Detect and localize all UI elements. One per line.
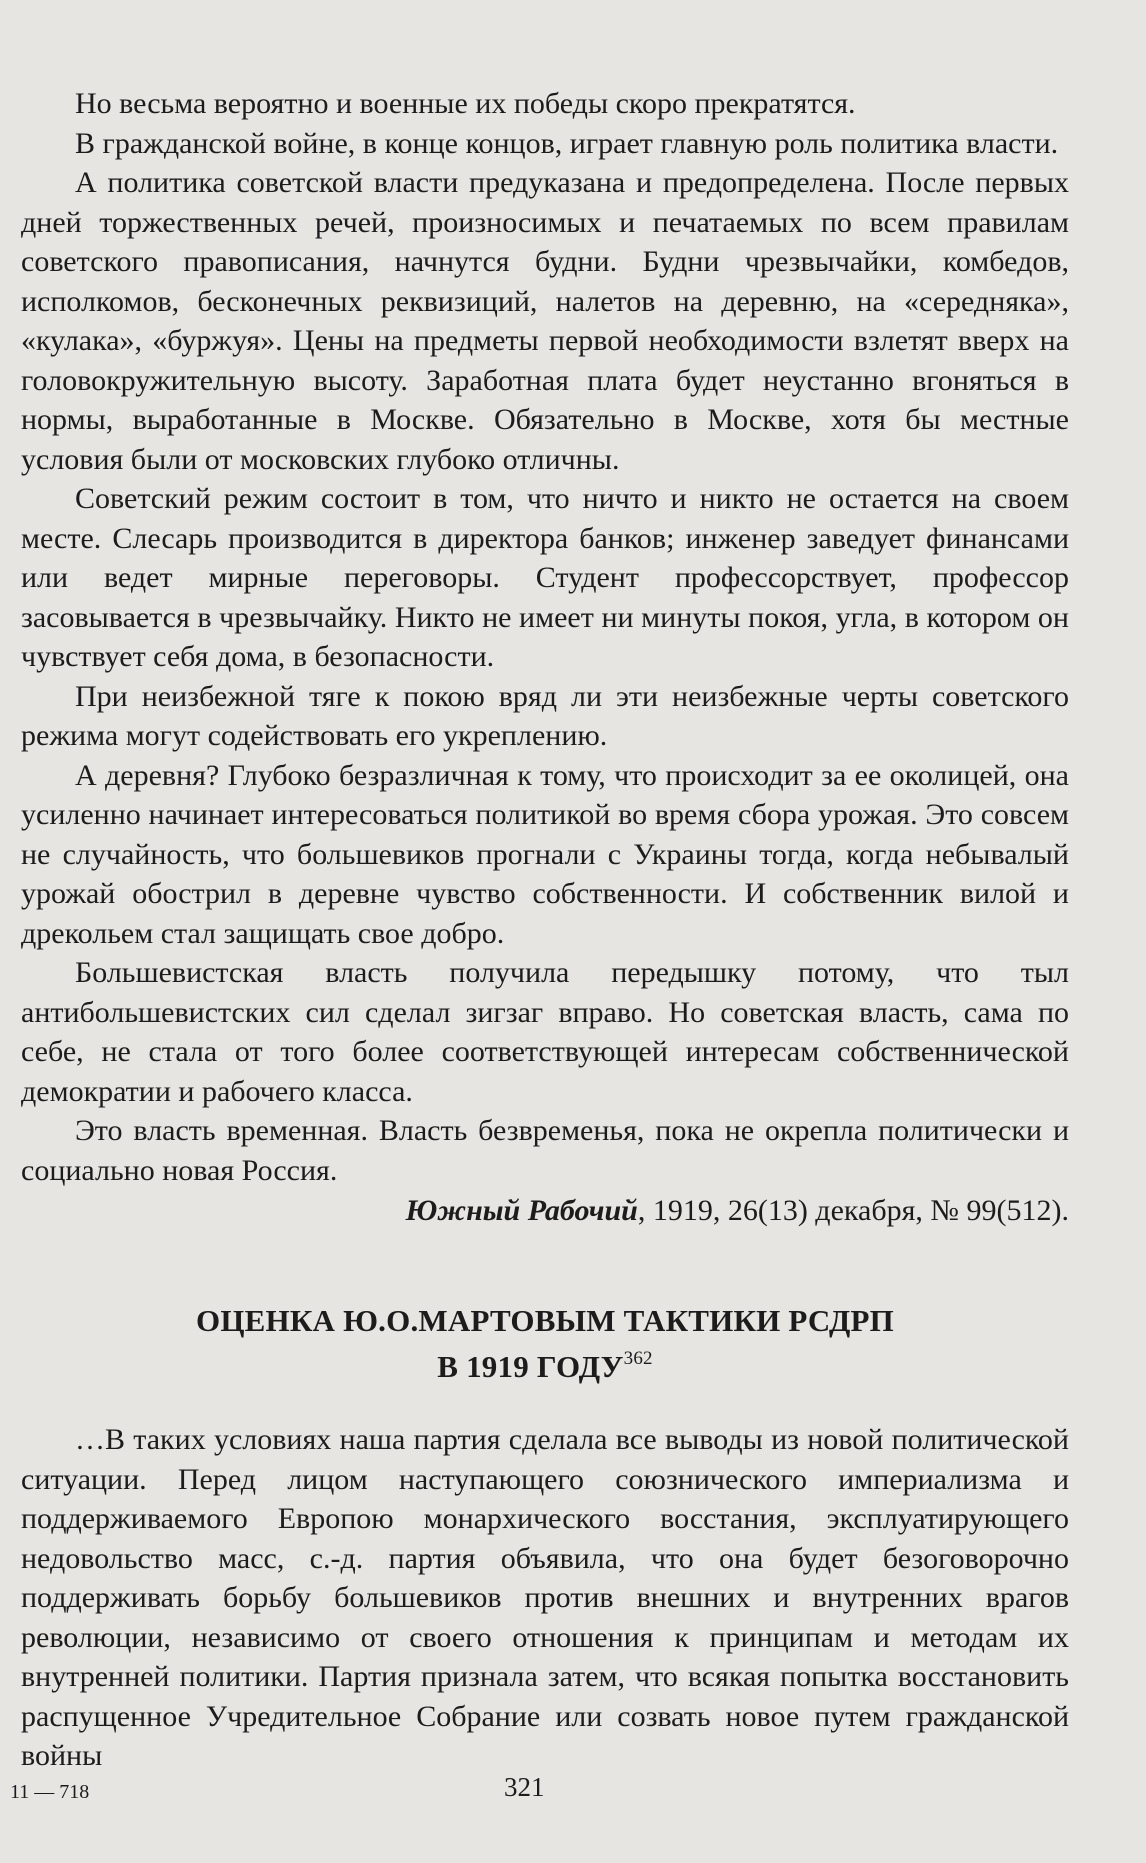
paragraph: В гражданской войне, в конце концов, играет главную роль политика власти. bbox=[75, 126, 1059, 160]
citation-details: , 1919, 26(13) декабря, № 99(512). bbox=[637, 1194, 1069, 1227]
paragraph: Это власть временная. Власть безвременья, пока не окрепла политически и социально новая Россия. bbox=[21, 1114, 1069, 1187]
source-citation bbox=[21, 1191, 1069, 1231]
paragraph: …В таких условиях наша партия сделала все выводы из новой политической ситуации. Перед лицом наступающего союзнического империализма и поддерживаемого Европою монархического восстания, эксплуатирующего недовольство масс, с.-д. партия объявила, что она будет безоговорочно поддерживать борьбу большевиков против внешних и внутренних врагов революции, независимо от своего отношения к принципам и методам их внутренней политики. Партия признала затем, что всякая попытка восстановить распущенное Учредительное Собрание или созвать новое путем гражданской войны bbox=[21, 1423, 1069, 1772]
main-text bbox=[21, 84, 1069, 1776]
section-heading bbox=[21, 1302, 1069, 1386]
printer-signature: 11 — 718 bbox=[10, 1781, 90, 1803]
heading-line-2: В 1919 ГОДУ$^{362}$ bbox=[437, 1348, 653, 1384]
page-number: 321 bbox=[504, 1772, 545, 1802]
paragraph: Большевистская власть получила передышку потому, что тыл антибольшевистских сил сделал зигзаг вправо. Но советская власть, сама по себе, не стала от того более соответствующей интересам собственнической демократии и рабочего класса. bbox=[21, 956, 1069, 1108]
paragraph: А политика советской власти предуказана и предопределена. После первых дней торжественных речей, произносимых и печатаемых по всем правилам советского правописания, начнутся будни. Будни чрезвычайки, комбедов, исполкомов, бесконечных реквизиций, налетов на деревню, на «середняка», «кулака», «буржуя». Цены на предметы первой необходимости взлетят вверх на головокружительную высоту. Заработная плата будет неустанно вгоняться в нормы, выработанные в Москве. Обязательно в Москве, хотя бы местные условия были от московских глубоко отличны. bbox=[21, 166, 1069, 476]
paragraph: А деревня? Глубоко безразличная к тому, что происходит за ее околицей, она усиленно начинает интересоваться политикой во время сбора урожая. Это совсем не случайность, что большевиков прогнали с Украины тогда, когда небывалый урожай обострил в деревне чувство собственности. И собственник вилой и дрекольем стал защищать свое добро. bbox=[21, 758, 1069, 950]
paragraph: Советский режим состоит в том, что ничто и никто не остается на своем месте. Слесарь производится в директора банков; инженер заведует финансами или ведет мирные переговоры. Студент профессорствует, профессор засовывается в чрезвычайку. Никто не имеет ни минуты покоя, угла, в котором он чувствует себя дома, в безопасности. bbox=[21, 482, 1069, 673]
paragraph: При неизбежной тяге к покою вряд ли эти неизбежные черты советского режима могут содействовать его укреплению. bbox=[21, 679, 1069, 752]
paragraph: Но весьма вероятно и военные их победы скоро прекратятся. bbox=[75, 87, 856, 120]
endnote-marker: 362 bbox=[623, 1348, 653, 1369]
heading-line-1: ОЦЕНКА Ю.О.МАРТОВЫМ ТАКТИКИ РСДРП bbox=[196, 1303, 894, 1338]
newspaper-title: Южный Рабочий bbox=[405, 1194, 638, 1227]
